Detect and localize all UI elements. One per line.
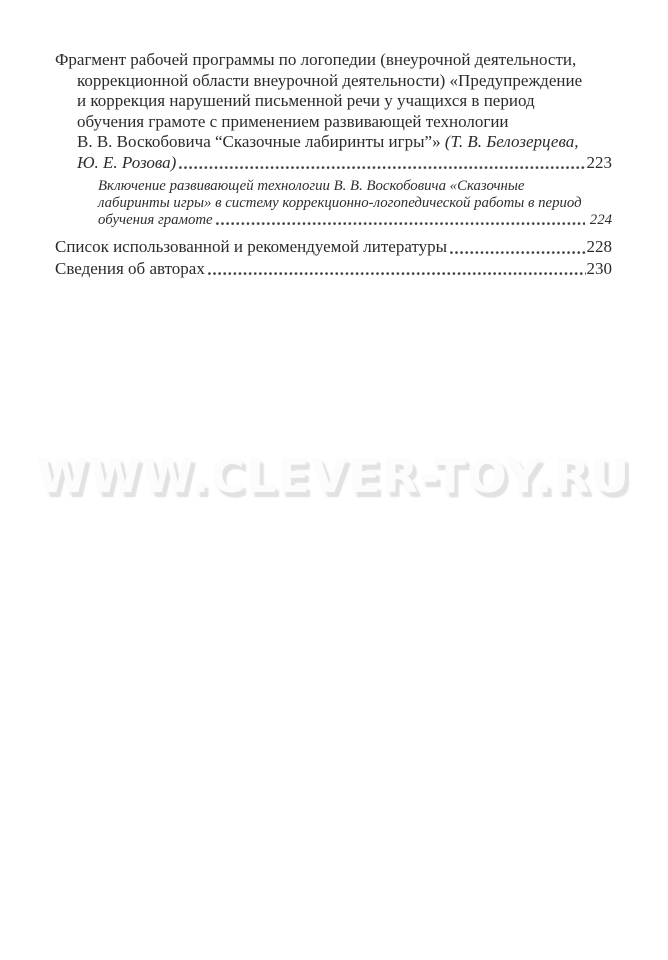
dot-leader bbox=[215, 221, 585, 226]
toc-entry-authors: Ю. Е. Розова) bbox=[77, 152, 177, 172]
toc-entry-line bbox=[98, 212, 612, 229]
dot-leader bbox=[207, 271, 586, 276]
toc-entry-line: лабиринты игры» в систему коррекционно-логопедической работы в период bbox=[98, 194, 582, 211]
toc-entry-line: Фрагмент рабочей программы по логопедии (внеурочной деятельности, bbox=[55, 50, 577, 69]
toc-entry-about-authors bbox=[55, 259, 612, 280]
toc-entry-line bbox=[77, 132, 612, 153]
toc-page-number: 230 bbox=[586, 258, 612, 278]
toc-entry-line: Включение развивающей технологии В. В. Воскобовича «Сказочные bbox=[98, 178, 525, 194]
toc-page-number: 224 bbox=[589, 211, 612, 228]
toc-entry-line: коррекционной области внеурочной деятельности) «Предупреждение bbox=[77, 70, 583, 90]
toc-entry-line: и коррекция нарушений письменной речи у учащихся в период bbox=[77, 91, 535, 110]
toc-entry-text: Сведения об авторах bbox=[55, 258, 205, 278]
toc-page-number: 223 bbox=[586, 152, 612, 172]
toc-entry-text: Список использованной и рекомендуемой литературы bbox=[55, 237, 448, 257]
site-watermark: WWW.CLEVER-TOY.RU bbox=[37, 449, 631, 503]
toc-entry-fragment-program bbox=[55, 50, 612, 173]
toc-entry-line bbox=[77, 153, 612, 174]
toc-entry-bibliography bbox=[55, 237, 612, 258]
toc-entry-inclusion-technology bbox=[98, 178, 612, 228]
table-of-contents bbox=[55, 50, 612, 279]
toc-entry-line: обучения грамоте с применением развивающей технологии bbox=[77, 111, 509, 131]
dot-leader bbox=[449, 250, 585, 255]
toc-entry-text: В. В. Воскобовича “Сказочные лабиринты игры”» bbox=[77, 132, 445, 151]
toc-entry-text: обучения грамоте bbox=[98, 211, 213, 228]
dot-leader bbox=[178, 165, 585, 170]
toc-page-number: 228 bbox=[586, 237, 612, 257]
toc-entry-authors: (Т. В. Белозерцева, bbox=[444, 132, 579, 151]
